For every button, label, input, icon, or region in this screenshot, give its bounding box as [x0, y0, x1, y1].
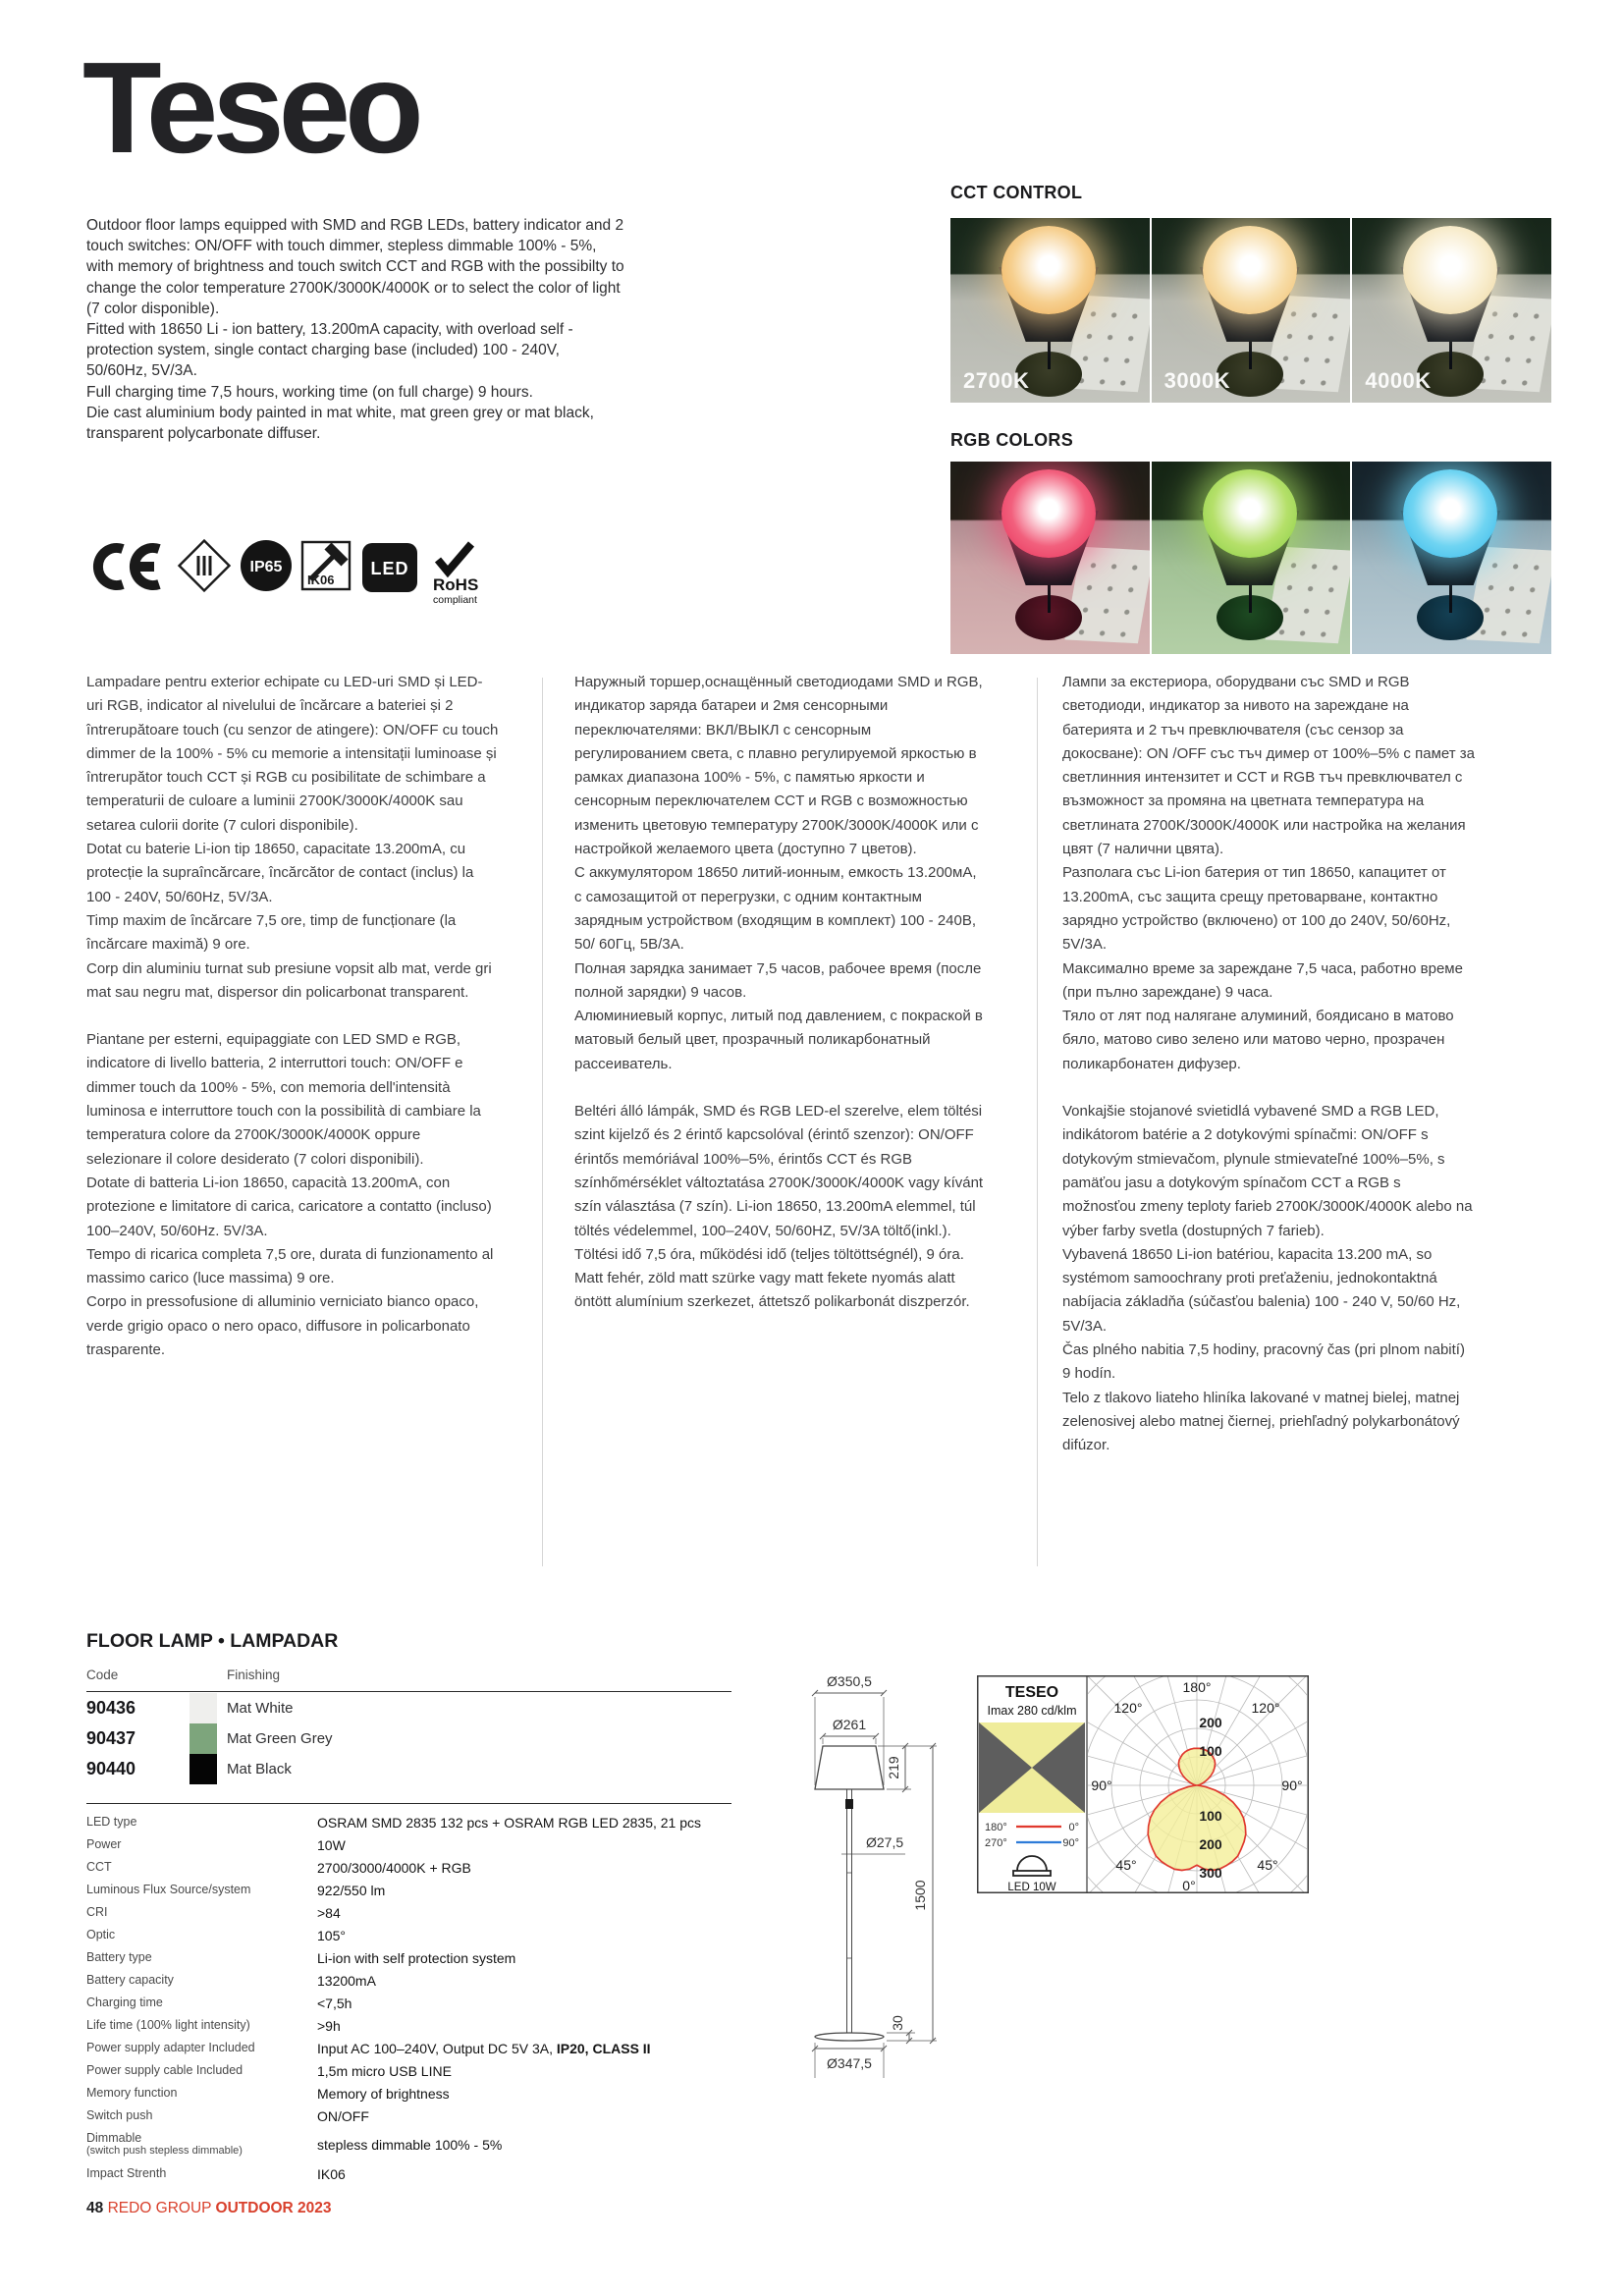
svg-text:LED: LED [370, 559, 409, 578]
svg-text:RoHS: RoHS [433, 575, 479, 594]
description-paragraph: Full charging time 7,5 hours, working time (on full charge) 9 hours. [86, 383, 533, 401]
svg-text:120°: 120° [1113, 1700, 1143, 1716]
paragraph: Максимално време за зареждане 7,5 часа, работно време (при пълно зареждане) 9 часа. [1062, 959, 1463, 1001]
divider [86, 1803, 731, 1804]
svg-text:0°: 0° [1182, 1878, 1196, 1893]
cct-label: 3000K [1163, 368, 1231, 393]
dim-total-height: 1500 [912, 1880, 928, 1911]
lamp-stem-silhouette [1048, 340, 1051, 369]
touch-switch-mark [845, 1799, 853, 1809]
finish-name: Mat Black [227, 1761, 292, 1777]
photometry-title: TESEO [1004, 1684, 1059, 1701]
paragraph: Лампи за екстериора, оборудвани със SMD и RGB светодиоди, индикатор за нивото на зареждане на батерията и 2 тъч превключвателя (със сензор за докосване): ON /OFF със тъч димер от 100%–5% с памет за светлинния интензитет и CCT и RGB тъч превключвател с възможност за промяна на цветната температура на светлината 2700K/3000K/4000K или настройка на желания цвят (7 налични цвята). [1062, 674, 1475, 858]
spec-table [86, 1811, 731, 2185]
product-code: 90437 [86, 1728, 136, 1748]
svg-text:90°: 90° [1091, 1777, 1112, 1793]
lamp-glow [1403, 226, 1497, 314]
page-number: 48 [86, 2200, 104, 2216]
dim-shade-diameter: Ø350,5 [827, 1673, 872, 1689]
paragraph: Čas plného nabitia 7,5 hodiny, pracovný čas (pri plnom nabití) 9 hodín. [1062, 1341, 1465, 1383]
svg-text:compliant: compliant [433, 594, 477, 606]
column-divider [1037, 678, 1038, 1566]
paragraph: Dotate di batteria Li-ion 18650, capacità 13.200mA, con protezione e limitatore di carica, caricatore a contatto (incluso) 100–240V, 50/60Hz. 5V/3A. [86, 1174, 492, 1239]
cct-photo-3000k [1152, 218, 1351, 403]
paragraph: Dotat cu baterie Li-ion tip 18650, capacitate 13.200mA, cu protecție la supraîncărcare, încărcător de contact (inclus) la 100 - 240V, 50/60Hz, 5V/3A. [86, 841, 474, 905]
ip65-icon [240, 539, 293, 597]
lamp-glow [1403, 469, 1497, 558]
description-bg [1062, 671, 1475, 1076]
svg-text:180°: 180° [1182, 1679, 1212, 1695]
svg-text:180°: 180° [985, 1822, 1007, 1833]
table-row [86, 1693, 731, 1723]
ik06-hammer-icon [300, 540, 352, 596]
spec-row: Power supply adapter Included Input AC 100–240V, Output DC 5V 3A, IP20, CLASS II [86, 2040, 651, 2056]
svg-text:90°: 90° [1062, 1837, 1079, 1849]
spec-row: Charging time <7,5h [86, 1995, 352, 2011]
cct-label: 4000K [1365, 368, 1432, 393]
svg-text:270°: 270° [985, 1837, 1007, 1849]
paragraph: Corp din aluminiu turnat sub presiune vopsit alb mat, verde gri mat sau negru mat, dispersor din policarbonat transparent. [86, 959, 492, 1001]
paragraph: Vybavená 18650 Li-ion batériou, kapacita 13.200 mA, so systémom samoochrany proti preťaženiu, jednokontaktná nabíjacia základňa (súčasťou balenia) 100 - 240 V, 50/60 Hz, 5V/3A. [1062, 1245, 1461, 1335]
paragraph: Тяло от лят под налягане алуминий, боядисано в матово бяло, матово сиво зелено или матово черно, прозрачен поликарбонатен дифузер. [1062, 1008, 1454, 1072]
paragraph: Алюминиевый корпус, литый под давлением, с покраской в матовый белый цвет, прозрачный поликарбонатный рассеиватель. [574, 1008, 983, 1072]
dim-shade-inner-diameter: Ø261 [832, 1717, 867, 1732]
led-lamp-icon [1013, 1856, 1051, 1876]
photometry-imax: Imax 280 cd/klm [987, 1704, 1077, 1718]
led-icon [361, 542, 418, 598]
svg-text:120°: 120° [1251, 1700, 1280, 1716]
variant-table-header [86, 1667, 731, 1682]
spec-row: Luminous Flux Source/system 922/550 lm [86, 1882, 386, 1898]
finish-name: Mat White [227, 1700, 294, 1717]
description-paragraph: Die cast aluminium body painted in mat white, mat green grey or mat black, transparent polycarbonate diffuser. [86, 404, 594, 443]
dim-pole-diameter: Ø27,5 [866, 1834, 904, 1850]
lamp-stem-silhouette [1249, 340, 1252, 369]
variant-table [86, 1693, 731, 1784]
svg-text:200: 200 [1199, 1836, 1222, 1852]
description-hu [574, 1100, 987, 1315]
finish-swatch [189, 1693, 217, 1723]
dimension-drawing [758, 1652, 1003, 2094]
paragraph: Vonkajšie stojanové svietidlá vybavené SMD a RGB LED, indikátorom batérie a 2 dotykovými spínačmi: ON/OFF s dotykovým stmievačom, plynule stmievateľné 100%–5%, s pamäťou jasu a dotykovým spínačom CCT a RGB s možnosťou zmeny teploty farieb 2700K/3000K/4000K alebo na výber farby svetla (dostupných 7 farieb). [1062, 1103, 1473, 1239]
product-code: 90436 [86, 1698, 136, 1718]
table-row [86, 1723, 731, 1754]
product-description-en [86, 215, 624, 444]
svg-text:100: 100 [1199, 1808, 1222, 1824]
catalog-name: OUTDOOR 2023 [215, 2200, 332, 2216]
finishing-column-header: Finishing [227, 1667, 281, 1682]
dim-base-height: 30 [890, 2015, 905, 2031]
finish-swatch [189, 1754, 217, 1784]
rgb-photo-green [1152, 462, 1351, 654]
svg-text:100: 100 [1199, 1743, 1222, 1759]
spec-row: Power supply cable Included 1,5m micro USB LINE [86, 2062, 452, 2079]
paragraph: Полная зарядка занимает 7,5 часов, рабочее время (после полной зарядки) 9 часов. [574, 959, 982, 1001]
dim-shade-height: 219 [886, 1756, 901, 1779]
spec-row: CCT 2700/3000/4000K + RGB [86, 1859, 471, 1876]
finish-name: Mat Green Grey [227, 1730, 333, 1747]
light-distribution-symbol [979, 1722, 1085, 1813]
description-column-2 [574, 671, 987, 1315]
lamp-glow [1001, 226, 1096, 314]
svg-text:90°: 90° [1281, 1777, 1303, 1793]
paragraph: Telo z tlakovo liateho hliníka lakované v matnej bielej, matnej zelenosivej alebo matnej čiernej, priehľadný polykarbonátový difúzor. [1062, 1389, 1460, 1454]
photometric-curve [1148, 1748, 1246, 1870]
lamp-stem-silhouette [1249, 583, 1252, 613]
spec-row: Power 10W [86, 1836, 346, 1853]
paragraph: Наружный торшер,оснащённый светодиодами SMD и RGB, индикатор заряда батареи и 2мя сенсорными переключателями: ВКЛ/ВЫКЛ с сенсорным регулированием света, с плавно регулируемой яркостью в рамках диапазона 100% - 5%, с памятью яркости и сенсорным переключателем CCT и RGB с возможностью изменить цветовую температуру 2700K/3000K/4000K или с настройкой желаемого цвета (доступно 7 цветов). [574, 674, 983, 858]
spec-row: Optic 105° [86, 1927, 346, 1943]
divider [86, 1691, 731, 1692]
svg-text:45°: 45° [1257, 1857, 1278, 1873]
description-it [86, 1028, 499, 1362]
section-heading: FLOOR LAMP • LAMPADAR [86, 1630, 339, 1652]
rohs-compliant-icon [428, 536, 489, 616]
paragraph: Matt fehér, zöld matt szürke vagy matt fekete nyomás alatt öntött alumínium szerkezet, áttetsző polikarbonát diszperzór. [574, 1270, 970, 1311]
code-column-header: Code [86, 1667, 119, 1682]
description-ro [86, 671, 499, 1005]
svg-text:200: 200 [1199, 1715, 1222, 1730]
paragraph: Corpo in pressofusione di alluminio verniciato bianco opaco, verde grigio opaco o nero opaco, diffusore in policarbonato trasparente. [86, 1293, 479, 1359]
description-ru [574, 671, 987, 1076]
paragraph: Tempo di ricarica completa 7,5 ore, durata di funzionamento al massimo carico (luce massima) 9 ore. [86, 1245, 494, 1287]
spec-row: Dimmable (switch push stepless dimmable) stepless dimmable 100% - 5% [86, 2131, 503, 2157]
spec-row: Life time (100% light intensity) >9h [86, 2017, 341, 2034]
rgb-photo-red [950, 462, 1150, 654]
rgb-image-strip [950, 462, 1551, 654]
paragraph: Piantane per esterni, equipaggiate con LED SMD e RGB, indicatore di livello batteria, 2 interruttori touch: ON/OFF e dimmer touch da 100% - 5%, con memoria dell'intensità luminosa e interruttore touch con la possibilità di cambiare la temperatura colore da 2700K/3000K/4000K oppure selezionare il colore desiderato (7 colori disponibili). [86, 1031, 481, 1168]
led-wattage-label: LED 10W [1007, 1882, 1056, 1893]
spec-row: CRI >84 [86, 1904, 341, 1921]
cct-label: 2700K [963, 368, 1030, 393]
lamp-glow [1001, 469, 1096, 558]
spec-row: Impact Strenth IK06 [86, 2165, 346, 2182]
paragraph: С аккумулятором 18650 литий-ионным, емкость 13.200мА, с самозащитой от перегрузки, с одним контактным зарядным устройством (входящим в комплект) 100 - 240В, 50/ 60Гц, 5В/3А. [574, 864, 977, 954]
cct-photo-4000k [1352, 218, 1551, 403]
product-code: 90440 [86, 1759, 136, 1778]
spec-row: Battery capacity 13200mA [86, 1972, 376, 1989]
description-paragraph: Fitted with 18650 Li - ion battery, 13.200mA capacity, with overload self - protection system, single contact charging base (included) 100 - 240V, 50/60Hz, 5V/3A. [86, 321, 573, 380]
spec-row: Memory function Memory of brightness [86, 2085, 450, 2102]
plane-legend [985, 1822, 1079, 1849]
paragraph: Beltéri álló lámpák, SMD és RGB LED-el szerelve, elem töltési szint kijelző és 2 érintő kapcsolóval (érintő szenzor): ON/OFF érintős memóriával 100%–5%, érintős CCT és RGB színhőmérséklet változtatása 2700K/3000K/4000K vagy kívánt szín választása (7 szín). Li-ion 18650, 13.200mA elemmel, túl töltés védelemmel, 100–240V, 50/60HZ, 5V/3A töltő(inkl.). [574, 1103, 984, 1239]
lamp-stem-silhouette [1449, 583, 1452, 613]
svg-text:IK06: IK06 [307, 573, 335, 587]
svg-text:0°: 0° [1068, 1822, 1079, 1833]
description-column-1 [86, 671, 499, 1362]
column-divider [542, 678, 543, 1566]
svg-text:45°: 45° [1115, 1857, 1137, 1873]
page-title: Teseo [82, 35, 418, 180]
description-sk [1062, 1100, 1475, 1457]
finish-swatch [189, 1723, 217, 1754]
lamp-glow [1203, 469, 1297, 558]
svg-text:IP65: IP65 [249, 559, 283, 575]
dim-base-diameter: Ø347,5 [827, 2055, 872, 2071]
lamp-stem-silhouette [1449, 340, 1452, 369]
spec-row: LED type OSRAM SMD 2835 132 pcs + OSRAM RGB LED 2835, 21 pcs [86, 1814, 702, 1831]
spec-row: Switch push ON/OFF [86, 2107, 369, 2124]
paragraph: Разполага със Li-ion батерия от тип 18650, капацитет от 13.200mA, със защита срещу претоварване, контактно зарядно устройство (включено) от 100 до 240V, 50/60Hz, 5V/3A. [1062, 864, 1451, 954]
table-row [86, 1754, 731, 1784]
paragraph: Töltési idő 7,5 óra, működési idő (teljes töltöttségnél), 9 óra. [574, 1245, 964, 1263]
svg-text:300: 300 [1199, 1865, 1222, 1881]
rgb-colors-heading: RGB COLORS [950, 430, 1074, 450]
paragraph: Timp maxim de încărcare 7,5 ore, timp de funcționare (la încărcare maximă) 9 ore. [86, 911, 457, 954]
ce-mark-icon [86, 540, 163, 598]
cct-image-strip [950, 218, 1551, 403]
paragraph: Lampadare pentru exterior echipate cu LED-uri SMD și LED-uri RGB, indicator al nivelului de încărcare a bateriei și 2 întrerupătoare touch (cu senzor de atingere): ON/OFF cu touch dimmer de la 100% - 5% cu memorie a intensitații luminoase și întrerupător touch CCT și RGB cu posibilitate de schimbare a temperaturii de culoare a luminii 2700K/3000K/4000K sau setarea culorii dorite (7 culori disponibile). [86, 674, 499, 834]
lamp-stem-silhouette [1048, 583, 1051, 613]
description-paragraph: Outdoor floor lamps equipped with SMD and RGB LEDs, battery indicator and 2 touch switches: ON/OFF with touch dimmer, stepless dimmable 100% - 5%, with memory of brightness and touch switch CCT and RGB with the possibilty to change the color temperature 2700K/3000K/4000K or to select the color of light (7 color disponible). [86, 217, 624, 317]
cct-control-heading: CCT CONTROL [950, 183, 1083, 202]
photometric-diagram [977, 1675, 1309, 1898]
spec-row: Battery type Li-ion with self protection system [86, 1949, 516, 1966]
description-column-3 [1062, 671, 1475, 1458]
cct-photo-2700k [950, 218, 1150, 403]
lamp-glow [1203, 226, 1297, 314]
class-iii-icon [177, 538, 232, 598]
brand-name: REDO GROUP [107, 2200, 212, 2216]
rgb-photo-cyan [1352, 462, 1551, 654]
page-footer [86, 2200, 332, 2217]
